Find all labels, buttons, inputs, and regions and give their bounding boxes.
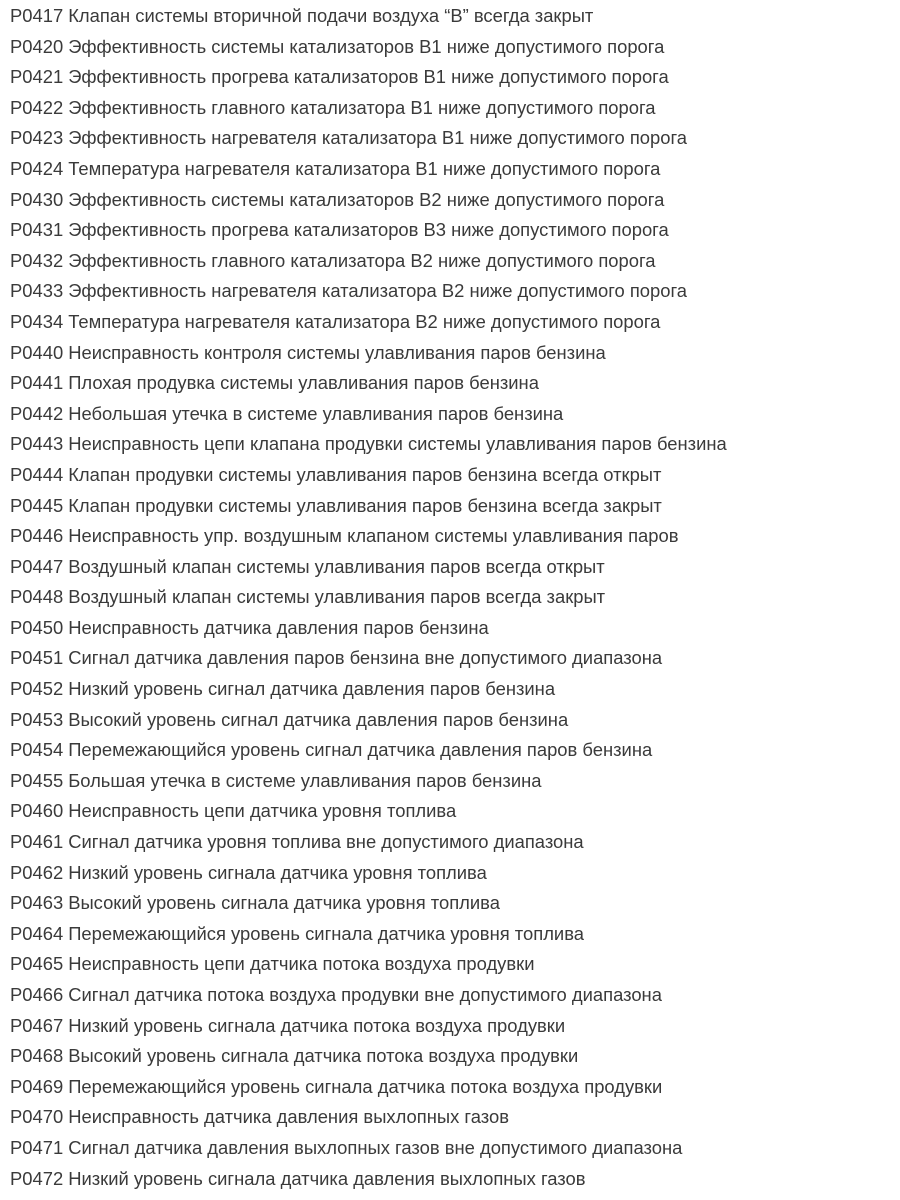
fault-code-line (10, 123, 900, 154)
fault-code-line (10, 307, 900, 338)
fault-code-id: P0455 (10, 769, 64, 791)
fault-code-id: P0445 (10, 494, 64, 516)
fault-code-description: Неисправность упр. воздушным клапаном системы улавливания паров (68, 525, 679, 547)
fault-code-description: Сигнал датчика потока воздуха продувки вне допустимого диапазона (68, 984, 662, 1005)
fault-code-id: P0446 (10, 525, 64, 547)
fault-code-id: P0441 (10, 372, 64, 394)
fault-code-id: P0434 (10, 310, 64, 332)
fault-code-description: Низкий уровень сигнал датчика давления паров бензина (68, 678, 556, 700)
fault-code-id: P0423 (10, 127, 64, 149)
fault-code-description: Эффективность прогрева катализаторов B1 ниже допустимого порога (68, 66, 669, 88)
fault-code-description: Небольшая утечка в системе улавливания паров бензина (68, 402, 564, 424)
fault-code-id: P0447 (10, 555, 64, 577)
fault-code-description: Высокий уровень сигнала датчика потока воздуха продувки (68, 1045, 579, 1067)
fault-code-line (10, 1041, 900, 1072)
fault-code-description: Температура нагревателя катализатора B1 ниже допустимого порога (68, 157, 661, 179)
fault-code-description: Перемежающийся уровень сигнал датчика давления паров бензина (68, 739, 653, 761)
fault-code-id: P0440 (10, 341, 64, 363)
fault-code-description: Эффективность главного катализатора B2 ниже допустимого порога (68, 249, 656, 271)
fault-code-description: Воздушный клапан системы улавливания паров всегда открыт (68, 555, 605, 577)
fault-code-description: Эффективность системы катализаторов B1 ниже допустимого порога (68, 35, 665, 57)
fault-code-id: P0432 (10, 249, 64, 271)
fault-code-description: Неисправность цепи датчика потока воздуха продувки (68, 953, 535, 975)
fault-code-description: Высокий уровень сигнал датчика давления паров бензина (68, 708, 569, 730)
fault-code-id: P0466 (10, 984, 64, 1005)
fault-code-id: P0472 (10, 1167, 64, 1189)
fault-code-list (10, 1, 900, 1194)
fault-code-description: Эффективность системы катализаторов B2 ниже допустимого порога (68, 188, 665, 210)
fault-code-description: Неисправность контроля системы улавливания паров бензина (68, 341, 606, 363)
fault-code-description: Перемежающийся уровень сигнала датчика потока воздуха продувки (68, 1075, 663, 1097)
fault-code-id: P0452 (10, 678, 64, 700)
fault-code-line (10, 62, 900, 93)
fault-code-id: P0460 (10, 800, 64, 822)
fault-code-description: Сигнал датчика давления выхлопных газов вне допустимого диапазона (68, 1136, 683, 1158)
fault-code-id: P0422 (10, 96, 64, 118)
fault-code-id: P0448 (10, 586, 64, 608)
fault-code-line (10, 582, 900, 613)
fault-code-description: Неисправность датчика давления паров бензина (68, 616, 489, 638)
fault-code-id: P0467 (10, 1014, 64, 1036)
fault-code-description: Низкий уровень сигнала датчика уровня топлива (68, 861, 487, 883)
fault-code-line (10, 980, 900, 1011)
fault-code-line (10, 1, 900, 32)
fault-code-line (10, 491, 900, 522)
fault-code-line (10, 460, 900, 491)
fault-code-line (10, 613, 900, 644)
fault-code-description: Эффективность прогрева катализаторов B3 ниже допустимого порога (68, 219, 669, 241)
fault-code-id: P0442 (10, 402, 64, 424)
fault-code-line (10, 1072, 900, 1103)
fault-code-line (10, 705, 900, 736)
fault-code-id: P0462 (10, 861, 64, 883)
fault-code-id: P0421 (10, 66, 64, 88)
fault-code-line (10, 338, 900, 369)
fault-code-line (10, 766, 900, 797)
fault-code-line (10, 858, 900, 889)
fault-code-id: P0469 (10, 1075, 64, 1097)
fault-code-line (10, 643, 900, 674)
fault-code-line (10, 276, 900, 307)
fault-code-description: Низкий уровень сигнала датчика потока воздуха продувки (68, 1014, 566, 1036)
fault-code-description: Клапан продувки системы улавливания паров бензина всегда закрыт (68, 494, 662, 516)
fault-code-line (10, 796, 900, 827)
fault-code-description: Температура нагревателя катализатора B2 ниже допустимого порога (68, 310, 661, 332)
fault-code-line (10, 1011, 900, 1042)
fault-code-line (10, 368, 900, 399)
fault-code-description: Перемежающийся уровень сигнала датчика уровня топлива (68, 922, 584, 944)
fault-code-description: Сигнал датчика уровня топлива вне допустимого диапазона (68, 831, 584, 853)
fault-code-description: Эффективность нагревателя катализатора B1 ниже допустимого порога (68, 127, 688, 149)
fault-code-line (10, 888, 900, 919)
fault-code-line (10, 1133, 900, 1164)
fault-code-description: Плохая продувка системы улавливания паров бензина (68, 372, 539, 394)
fault-code-id: P0453 (10, 708, 64, 730)
fault-code-line (10, 552, 900, 583)
fault-code-id: P0444 (10, 463, 64, 485)
fault-code-description: Большая утечка в системе улавливания паров бензина (68, 769, 542, 791)
fault-code-description: Клапан продувки системы улавливания паров бензина всегда открыт (68, 463, 662, 485)
fault-code-line (10, 735, 900, 766)
fault-code-id: P0470 (10, 1106, 64, 1128)
fault-code-id: P0433 (10, 280, 64, 302)
fault-code-id: P0450 (10, 616, 64, 638)
fault-code-line (10, 1164, 900, 1195)
fault-code-id: P0471 (10, 1136, 64, 1158)
fault-code-id: P0451 (10, 647, 64, 669)
fault-code-id: P0420 (10, 35, 64, 57)
fault-code-id: P0464 (10, 922, 64, 944)
fault-code-id: P0430 (10, 188, 64, 210)
fault-code-description: Неисправность цепи клапана продувки системы улавливания паров бензина (68, 433, 727, 455)
fault-code-description: Клапан системы вторичной подачи воздуха “B” всегда закрыт (68, 5, 594, 26)
fault-code-id: P0417 (10, 5, 64, 26)
fault-code-line (10, 246, 900, 277)
fault-code-id: P0443 (10, 433, 64, 455)
fault-code-description: Неисправность датчика давления выхлопных газов (68, 1106, 509, 1128)
fault-code-id: P0463 (10, 892, 64, 914)
fault-code-description: Воздушный клапан системы улавливания паров всегда закрыт (68, 586, 606, 608)
fault-code-line (10, 429, 900, 460)
fault-code-line (10, 949, 900, 980)
fault-code-description: Эффективность нагревателя катализатора B2 ниже допустимого порога (68, 280, 688, 302)
fault-code-line (10, 93, 900, 124)
fault-code-line (10, 674, 900, 705)
fault-code-id: P0461 (10, 831, 64, 853)
fault-code-id: P0424 (10, 157, 64, 179)
fault-code-line (10, 827, 900, 858)
fault-code-id: P0468 (10, 1045, 64, 1067)
fault-code-description: Неисправность цепи датчика уровня топлива (68, 800, 457, 822)
fault-code-line (10, 399, 900, 430)
fault-code-id: P0465 (10, 953, 64, 975)
fault-code-description: Низкий уровень сигнала датчика давления выхлопных газов (68, 1167, 586, 1189)
fault-code-description: Эффективность главного катализатора B1 ниже допустимого порога (68, 96, 656, 118)
fault-code-line (10, 185, 900, 216)
fault-code-line (10, 919, 900, 950)
fault-code-line (10, 215, 900, 246)
fault-code-line (10, 154, 900, 185)
fault-code-id: P0431 (10, 219, 64, 241)
fault-code-line (10, 32, 900, 63)
fault-code-id: P0454 (10, 739, 64, 761)
fault-code-line (10, 521, 900, 552)
fault-code-description: Высокий уровень сигнала датчика уровня топлива (68, 892, 500, 914)
fault-code-description: Сигнал датчика давления паров бензина вне допустимого диапазона (68, 647, 663, 669)
fault-code-line (10, 1102, 900, 1133)
